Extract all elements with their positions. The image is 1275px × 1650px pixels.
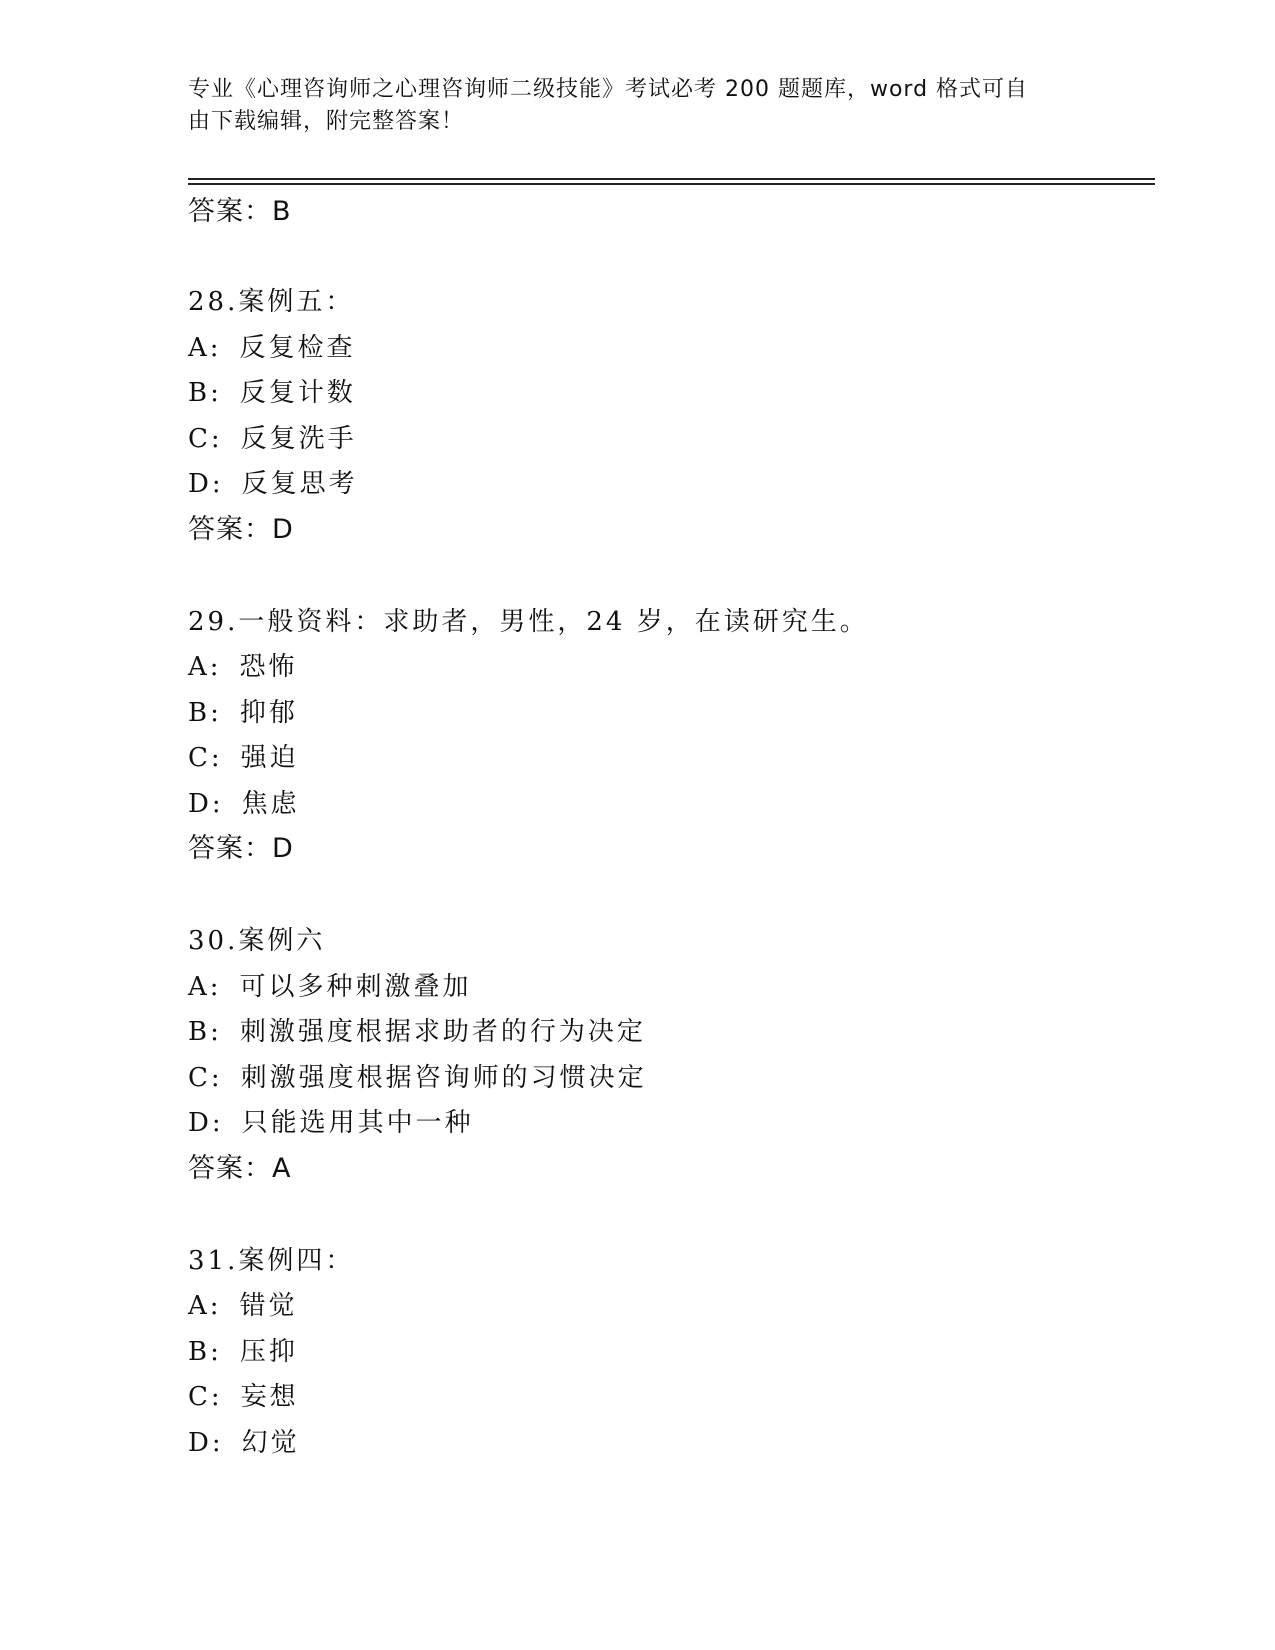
header-line-1: 专业《心理咨询师之心理咨询师二级技能》考试必考 200 题题库，word 格式可自 — [188, 77, 1029, 102]
option-c: C: 刺激强度根据咨询师的习惯决定 — [188, 1062, 647, 1093]
option-c: C: 反复洗手 — [188, 423, 357, 454]
option-a: A: 反复检查 — [188, 332, 356, 363]
answer-line: 答案：D — [188, 833, 294, 864]
header-rule-top — [188, 178, 1155, 180]
option-d: D: 反复思考 — [188, 469, 358, 499]
question-28 — [188, 280, 1155, 552]
answer-line: 答案：A — [188, 1152, 292, 1184]
question-30 — [188, 919, 1155, 1191]
question-stem: 28.案例五： — [188, 287, 355, 317]
header-line-2: 由下载编辑，附完整答案！ — [188, 109, 465, 134]
option-c: C: 妄想 — [188, 1382, 299, 1412]
option-d: D: 焦虑 — [188, 788, 300, 819]
option-d: D: 只能选用其中一种 — [188, 1108, 474, 1138]
option-a: A: 错觉 — [188, 1291, 298, 1321]
answer-line: 答案：B — [188, 196, 292, 227]
question-31 — [188, 1239, 1155, 1467]
option-b: B: 刺激强度根据求助者的行为决定 — [188, 1017, 646, 1047]
question-29 — [188, 600, 1155, 872]
option-b: B: 反复计数 — [188, 378, 356, 408]
question-stem: 29.一般资料：求助者，男性，24 岁，在读研究生。 — [188, 606, 869, 637]
option-d: D: 幻觉 — [188, 1427, 300, 1458]
header-rule-bottom — [188, 183, 1155, 185]
option-c: C: 强迫 — [188, 743, 299, 773]
document-header — [188, 74, 1068, 138]
option-b: B: 压抑 — [188, 1336, 298, 1367]
question-stem: 30.案例六 — [188, 926, 326, 956]
answer-line: 答案：D — [188, 513, 294, 545]
question-stem: 31.案例四： — [188, 1245, 355, 1276]
option-a: A: 恐怖 — [188, 652, 298, 682]
question-list — [188, 190, 1155, 1466]
option-b: B: 抑郁 — [188, 697, 298, 728]
option-a: A: 可以多种刺激叠加 — [188, 971, 472, 1002]
